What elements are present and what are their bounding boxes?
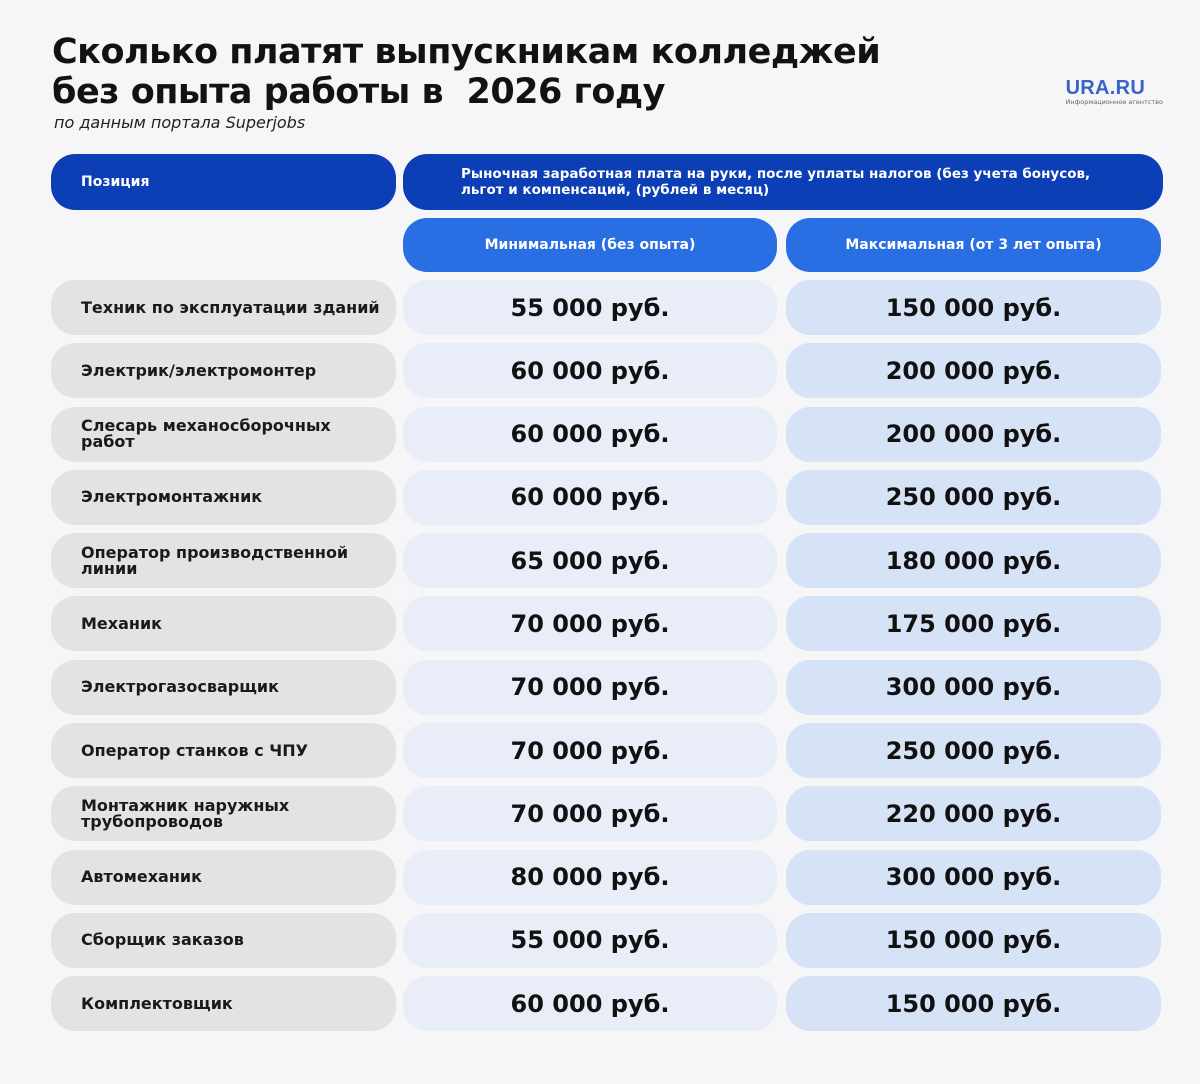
table-row [0, 976, 1200, 1031]
min-salary-cell: 70 000 руб. [403, 786, 777, 841]
position-cell: Автомеханик [51, 850, 396, 905]
max-salary-cell: 150 000 руб. [786, 280, 1161, 335]
max-salary-cell: 300 000 руб. [786, 660, 1161, 715]
position-cell: Электрик/электромонтер [51, 343, 396, 398]
min-salary-cell: 60 000 руб. [403, 343, 777, 398]
min-salary-cell: 65 000 руб. [403, 533, 777, 588]
title-line-1: Сколько платят выпускникам колледжей [52, 32, 881, 72]
max-salary-cell: 150 000 руб. [786, 913, 1161, 968]
table-row [0, 850, 1200, 905]
table-row [0, 343, 1200, 398]
table-row [0, 470, 1200, 525]
max-salary-cell: 200 000 руб. [786, 343, 1161, 398]
table-row [0, 596, 1200, 651]
header-salary: Рыночная заработная плата на руки, после уплаты налогов (без учета бонусов, льгот и компенсаций, (рублей в месяц) [403, 154, 1163, 210]
max-salary-cell: 150 000 руб. [786, 976, 1161, 1031]
min-salary-cell: 60 000 руб. [403, 407, 777, 462]
max-salary-cell: 300 000 руб. [786, 850, 1161, 905]
min-salary-cell: 70 000 руб. [403, 596, 777, 651]
logo-tagline: Информационное агентство [1065, 98, 1163, 106]
position-cell: Оператор производственной линии [51, 533, 396, 588]
min-salary-cell: 55 000 руб. [403, 280, 777, 335]
position-cell: Монтажник наружных трубопроводов [51, 786, 396, 841]
logo-name: URA.RU [1065, 77, 1146, 99]
min-salary-cell: 55 000 руб. [403, 913, 777, 968]
source-note: по данным портала Superjobs [54, 113, 306, 132]
table-row [0, 660, 1200, 715]
position-cell: Слесарь механосборочных работ [51, 407, 396, 462]
position-cell: Комплектовщик [51, 976, 396, 1031]
header-min-salary: Минимальная (без опыта) [403, 218, 777, 272]
min-salary-cell: 70 000 руб. [403, 660, 777, 715]
min-salary-cell: 60 000 руб. [403, 976, 777, 1031]
max-salary-cell: 200 000 руб. [786, 407, 1161, 462]
title-line-2: без опыта работы в 2026 году [52, 72, 665, 112]
ura-logo [1066, 78, 1163, 106]
min-salary-cell: 70 000 руб. [403, 723, 777, 778]
header-position: Позиция [51, 154, 396, 210]
position-cell: Электромонтажник [51, 470, 396, 525]
min-salary-cell: 80 000 руб. [403, 850, 777, 905]
max-salary-cell: 250 000 руб. [786, 723, 1161, 778]
max-salary-cell: 180 000 руб. [786, 533, 1161, 588]
table-row [0, 786, 1200, 841]
max-salary-cell: 220 000 руб. [786, 786, 1161, 841]
table-row [0, 533, 1200, 588]
position-cell: Механик [51, 596, 396, 651]
min-salary-cell: 60 000 руб. [403, 470, 777, 525]
position-cell: Сборщик заказов [51, 913, 396, 968]
table-row [0, 280, 1200, 335]
table-row [0, 913, 1200, 968]
salary-table [0, 280, 1200, 1040]
table-row [0, 407, 1200, 462]
max-salary-cell: 175 000 руб. [786, 596, 1161, 651]
header-max-salary: Максимальная (от 3 лет опыта) [786, 218, 1161, 272]
position-cell: Оператор станков с ЧПУ [51, 723, 396, 778]
table-row [0, 723, 1200, 778]
max-salary-cell: 250 000 руб. [786, 470, 1161, 525]
page-title [52, 32, 880, 112]
position-cell: Техник по эксплуатации зданий [51, 280, 396, 335]
position-cell: Электрогазосварщик [51, 660, 396, 715]
